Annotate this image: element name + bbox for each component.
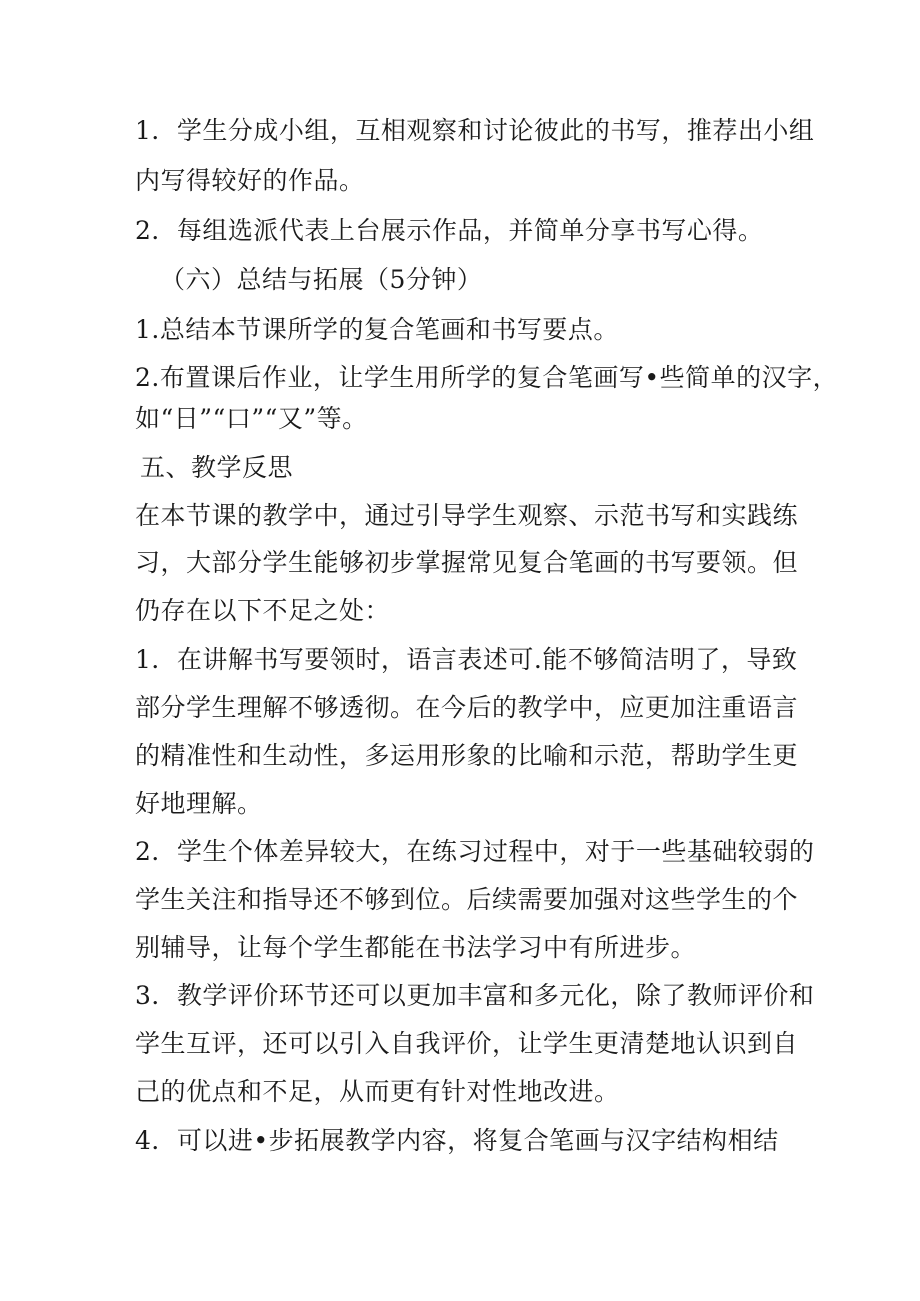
section-heading-summary: （六）总结与拓展（5分钟） (160, 265, 483, 294)
text-line-3: 2．每组选派代表上台展示作品，并简单分享书写心得。 (135, 216, 764, 245)
text-line-15: 好地理解。 (135, 789, 263, 818)
text-line-5: 1.总结本节课所学的复合笔画和书写要点。 (135, 315, 619, 344)
text-line-18: 别辅导，让每个学生都能在书法学习中有所进步。 (135, 933, 697, 962)
section-heading-reflection: 五、教学反思 (140, 453, 294, 482)
text-line-14: 的精准性和生动性，多运用形象的比喻和示范，帮助学生更 (135, 741, 799, 770)
text-line-1: 1．学生分成小组，互相观察和讨论彼此的书写，推荐出小组 (135, 116, 815, 145)
text-line-22: 4．可以进•步拓展教学内容，将复合笔画与汉字结构相结 (135, 1126, 779, 1155)
text-line-17: 学生关注和指导还不够到位。后续需要加强对这些学生的个 (135, 885, 799, 914)
text-line-21: 己的优点和不足，从而更有针对性地改进。 (135, 1077, 620, 1106)
text-line-10: 习，大部分学生能够初步掌握常见复合笔画的书写要领。但 (135, 548, 799, 577)
text-line-7: 如“日”“口”“又”等。 (135, 404, 368, 433)
text-line-9: 在本节课的教学中，通过引导学生观察、示范书写和实践练 (135, 501, 799, 530)
text-line-19: 3．教学评价环节还可以更加丰富和多元化，除了教师评价和 (135, 981, 815, 1010)
text-line-13: 部分学生理解不够透彻。在今后的教学中，应更加注重语言 (135, 693, 799, 722)
text-line-20: 学生互评，还可以引入自我评价，让学生更清楚地认识到自 (135, 1029, 799, 1058)
text-line-11: 仍存在以下不足之处： (135, 596, 391, 625)
text-line-16: 2．学生个体差异较大，在练习过程中，对于一些基础较弱的 (135, 837, 815, 866)
text-line-2: 内写得较好的作品。 (135, 166, 365, 195)
text-line-6: 2.布置课后作业，让学生用所学的复合笔画写•些简单的汉字， (135, 363, 839, 392)
text-line-12: 1．在讲解书写要领时，语言表述可.能不够简洁明了，导致 (135, 645, 798, 674)
